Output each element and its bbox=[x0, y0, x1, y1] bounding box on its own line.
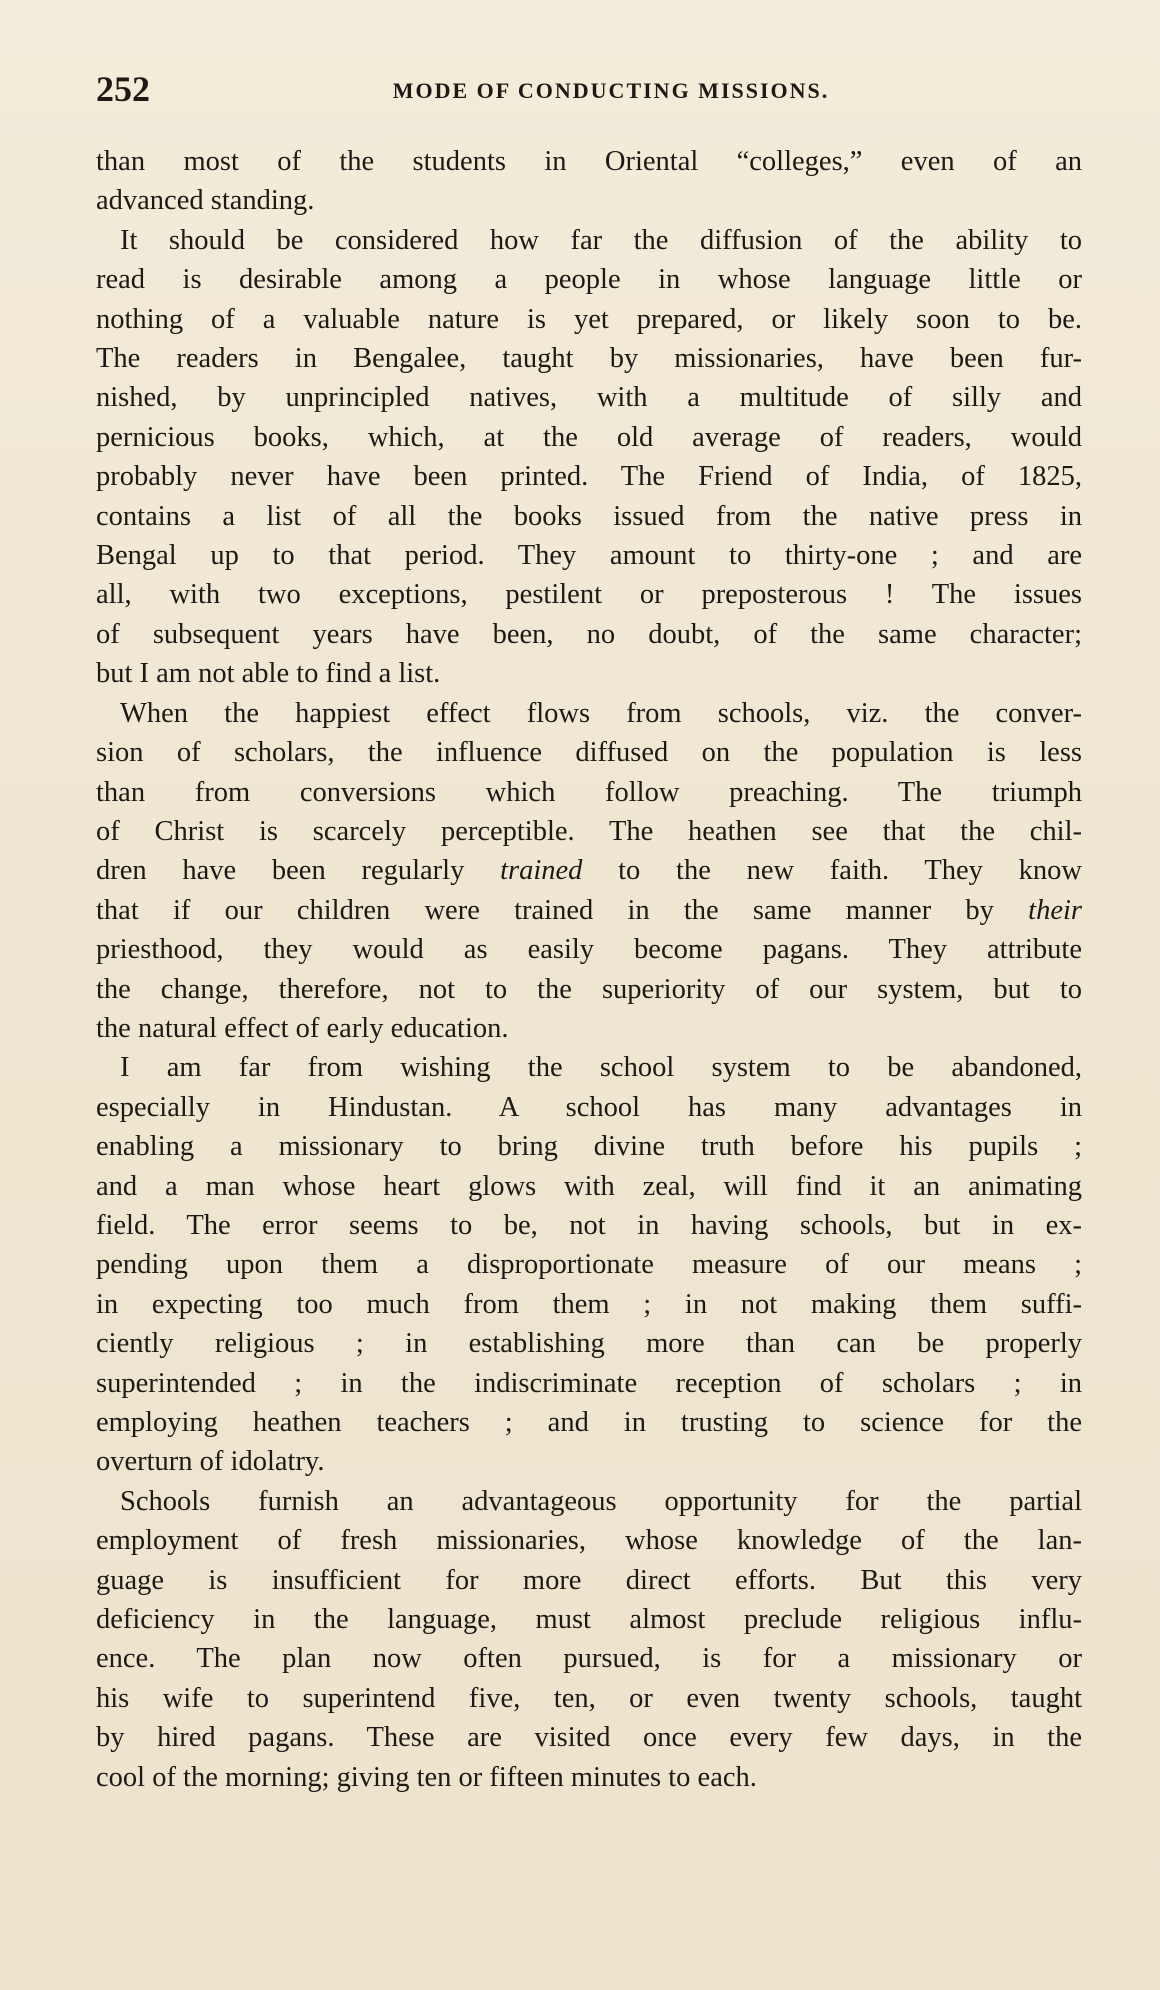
text-line: employing heathen teachers ; and in trusting to science for the bbox=[96, 1407, 1082, 1438]
text-line: enabling a missionary to bring divine truth before his pupils ; bbox=[96, 1131, 1082, 1163]
text-line: employment of fresh missionaries, whose knowledge of the lan- bbox=[96, 1525, 1082, 1557]
body-text bbox=[96, 142, 1082, 1797]
paragraph bbox=[96, 221, 1082, 694]
text-line: cool of the morning; giving ten or fifteen minutes to each. bbox=[96, 1761, 757, 1793]
text-line: than most of the students in Oriental “colleges,” even of an bbox=[96, 146, 1082, 177]
text-line: that if our children were trained in the same manner by their bbox=[96, 894, 1082, 926]
text-line: deficiency in the language, must almost preclude religious influ- bbox=[96, 1604, 1082, 1636]
text-line: The readers in Bengalee, taught by missionaries, have been fur- bbox=[96, 343, 1082, 375]
text-line: read is desirable among a people in whose language little or bbox=[96, 264, 1082, 296]
text-line: by hired pagans. These are visited once every few days, in the bbox=[96, 1722, 1082, 1754]
text-line: but I am not able to find a list. bbox=[96, 658, 441, 690]
text-line: sion of scholars, the influence diffused on the population is less bbox=[96, 737, 1082, 769]
text-line: the natural effect of early education. bbox=[96, 1012, 509, 1044]
paragraph bbox=[96, 1048, 1082, 1481]
text-line: Schools furnish an advantageous opportunity for the partial bbox=[120, 1485, 1082, 1517]
text-line: nothing of a valuable nature is yet prepared, or likely soon to be. bbox=[96, 303, 1082, 335]
paragraph bbox=[96, 142, 1082, 221]
paragraph bbox=[96, 694, 1082, 1049]
text-line: of Christ is scarcely perceptible. The heathen see that the chil- bbox=[96, 815, 1082, 847]
text-line: the change, therefore, not to the superiority of our system, but to bbox=[96, 973, 1082, 1005]
text-line: contains a list of all the books issued from the native press in bbox=[96, 500, 1082, 532]
text-line: ciently religious ; in establishing more than can be properly bbox=[96, 1328, 1082, 1360]
text-line: of subsequent years have been, no doubt, of the same character; bbox=[96, 618, 1082, 650]
text-line: pernicious books, which, at the old average of readers, would bbox=[96, 421, 1082, 453]
text-line: field. The error seems to be, not in having schools, but in ex- bbox=[96, 1209, 1082, 1241]
page-number: 252 bbox=[96, 69, 150, 109]
text-line: overturn of idolatry. bbox=[96, 1446, 325, 1478]
text-line: superintended ; in the indiscriminate reception of scholars ; in bbox=[96, 1367, 1082, 1399]
text-line: nished, by unprincipled natives, with a multitude of silly and bbox=[96, 382, 1082, 414]
text-line: especially in Hindustan. A school has many advantages in bbox=[96, 1091, 1082, 1123]
page-header bbox=[96, 64, 1086, 114]
text-line: his wife to superintend five, ten, or even twenty schools, taught bbox=[96, 1682, 1082, 1714]
text-line: all, with two exceptions, pestilent or preposterous ! The issues bbox=[96, 579, 1082, 611]
text-line: advanced standing. bbox=[96, 185, 315, 217]
text-line: priesthood, they would as easily become pagans. They attribute bbox=[96, 934, 1082, 966]
text-line: in expecting too much from them ; in not making them suffi- bbox=[96, 1288, 1082, 1320]
text-line: probably never have been printed. The Friend of India, of 1825, bbox=[96, 461, 1082, 493]
text-line: guage is insufficient for more direct efforts. But this very bbox=[96, 1564, 1082, 1596]
running-title: MODE OF CONDUCTING MISSIONS. bbox=[392, 78, 830, 103]
text-line: and a man whose heart glows with zeal, will find it an animating bbox=[96, 1170, 1082, 1202]
text-line: than from conversions which follow preaching. The triumph bbox=[96, 776, 1082, 808]
text-line: When the happiest effect flows from schools, viz. the conver- bbox=[120, 697, 1082, 729]
text-line: dren have been regularly trained to the new faith. They know bbox=[96, 855, 1083, 887]
text-line: ence. The plan now often pursued, is for a missionary or bbox=[96, 1643, 1082, 1675]
text-line: It should be considered how far the diffusion of the ability to bbox=[120, 224, 1082, 256]
text-line: pending upon them a disproportionate measure of our means ; bbox=[96, 1249, 1082, 1281]
text-line: Bengal up to that period. They amount to thirty-one ; and are bbox=[96, 540, 1082, 572]
paragraph bbox=[96, 1482, 1082, 1797]
text-line: I am far from wishing the school system to be abandoned, bbox=[120, 1052, 1082, 1084]
